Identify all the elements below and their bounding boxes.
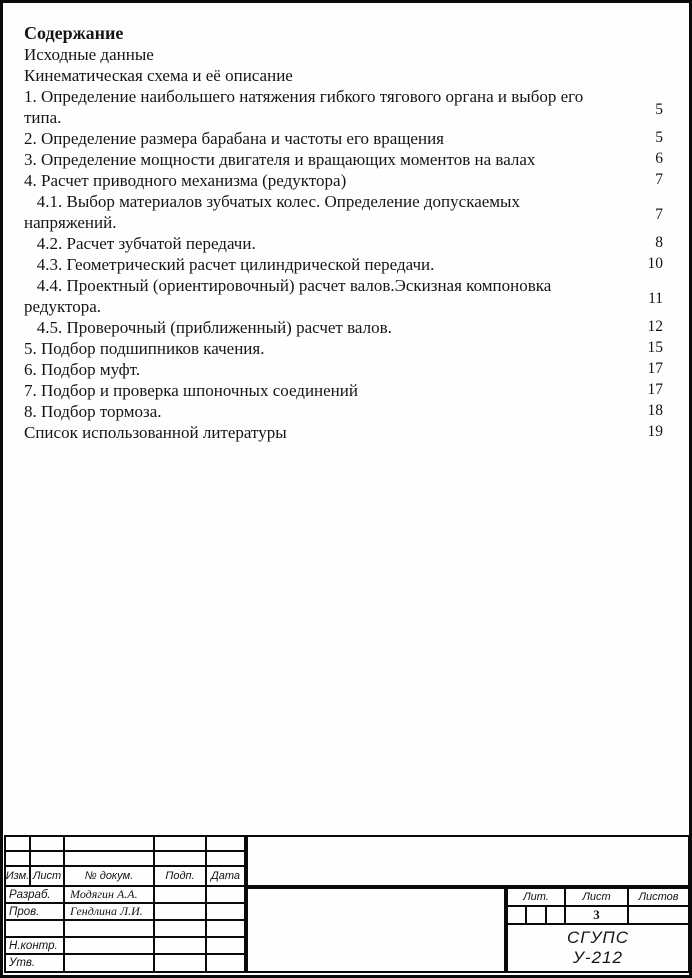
lit-header: Лит.	[508, 889, 564, 905]
signature-cell	[155, 955, 205, 971]
signature-cell	[155, 904, 205, 919]
toc-entry-line: 1. Определение наибольшего натяжения гибкого тягового органа и выбор его	[24, 87, 584, 106]
toc-entry	[3, 191, 689, 233]
sheet-info-grid	[506, 887, 690, 973]
table-of-contents	[3, 23, 689, 443]
toc-page-number: 11	[648, 290, 663, 307]
lit-cell	[527, 907, 544, 923]
revision-cell	[31, 852, 63, 865]
toc-entry	[3, 401, 689, 422]
name-empty	[65, 921, 153, 936]
toc-page-number: 6	[655, 150, 663, 167]
toc-page-number: 15	[647, 339, 663, 356]
toc-page-number: 5	[655, 129, 663, 146]
revision-cell	[155, 852, 205, 865]
toc-entry-line: 2. Определение размера барабана и частоты его вращения	[24, 129, 444, 148]
role-prov: Пров.	[6, 904, 63, 919]
toc-entry-line: 7. Подбор и проверка шпоночных соединений	[24, 381, 358, 400]
signature-cell	[155, 887, 205, 902]
toc-entry-line: Список использованной литературы	[24, 423, 287, 442]
toc-entry-line: 4. Расчет приводного механизма (редуктора)	[24, 171, 347, 190]
sheets-total-cell	[629, 907, 688, 923]
date-cell	[207, 921, 244, 936]
toc-page-number: 8	[655, 234, 663, 251]
revision-cell	[207, 852, 244, 865]
role-utv: Утв.	[6, 955, 63, 971]
organization-cell	[508, 925, 688, 971]
revision-cell	[155, 837, 205, 850]
toc-page-number: 19	[647, 423, 663, 440]
role-nkontr: Н.контр.	[6, 938, 63, 953]
lit-cell	[547, 907, 564, 923]
toc-entry	[3, 275, 689, 317]
toc-entry-line: 4.4. Проектный (ориентировочный) расчет валов.Эскизная компоновка	[24, 276, 552, 295]
toc-page-number: 17	[647, 381, 663, 398]
toc-page-number: 12	[647, 318, 663, 335]
revision-cell	[65, 852, 153, 865]
toc-entry	[3, 65, 689, 86]
col-header-dokum: № докум.	[65, 867, 153, 885]
title-block-left-table	[4, 835, 246, 973]
document-name-box	[246, 887, 506, 973]
col-header-data: Дата	[207, 867, 244, 885]
sheet-header: Лист	[566, 889, 627, 905]
toc-entry	[3, 86, 689, 128]
organization-name: СГУПС	[567, 928, 629, 947]
toc-page-number: 18	[647, 402, 663, 419]
toc-entry-line: 8. Подбор тормоза.	[24, 402, 162, 421]
role-empty	[6, 921, 63, 936]
toc-entry-line: 4.2. Расчет зубчатой передачи.	[24, 234, 256, 253]
lit-cell	[508, 907, 525, 923]
revision-cell	[6, 837, 29, 850]
sheets-header: Листов	[629, 889, 688, 905]
group-code: У-212	[573, 948, 623, 967]
toc-entry-line: 4.3. Геометрический расчет цилиндрической передачи.	[24, 255, 435, 274]
name-nkontr	[65, 938, 153, 953]
toc-entry	[3, 422, 689, 443]
title-block	[4, 835, 688, 974]
toc-entry-line: 3. Определение мощности двигателя и вращающих моментов на валах	[24, 150, 536, 169]
toc-entry	[3, 233, 689, 254]
revision-cell	[31, 837, 63, 850]
document-designation-box	[246, 835, 690, 887]
toc-entry	[3, 149, 689, 170]
date-cell	[207, 938, 244, 953]
signature-cell	[155, 938, 205, 953]
col-header-list: Лист	[31, 867, 63, 885]
sheet-number: 3	[566, 907, 627, 923]
name-utv	[65, 955, 153, 971]
signature-cell	[155, 921, 205, 936]
toc-entry-line: Исходные данные	[24, 45, 154, 64]
toc-entry-line: напряжений.	[24, 213, 117, 232]
toc-page-number: 17	[647, 360, 663, 377]
page-title: Содержание	[24, 23, 124, 43]
name-razrab: Модягин А.А.	[65, 887, 153, 902]
toc-entry	[3, 128, 689, 149]
toc-entry	[3, 317, 689, 338]
col-header-izm: Изм.	[6, 867, 29, 885]
toc-page-number: 7	[655, 206, 663, 223]
name-prov: Гендлина Л.И.	[65, 904, 153, 919]
toc-entry	[3, 359, 689, 380]
toc-entry	[3, 380, 689, 401]
date-cell	[207, 955, 244, 971]
toc-entry-line: 4.1. Выбор материалов зубчатых колес. Определение допускаемых	[24, 192, 520, 211]
col-header-podp: Подп.	[155, 867, 205, 885]
toc-entry-line: 5. Подбор подшипников качения.	[24, 339, 265, 358]
revision-cell	[207, 837, 244, 850]
toc-entry	[3, 254, 689, 275]
toc-entry-list	[3, 44, 689, 443]
toc-entry-line: типа.	[24, 108, 62, 127]
revision-cell	[65, 837, 153, 850]
date-cell	[207, 887, 244, 902]
toc-page-number: 10	[647, 255, 663, 272]
toc-page-number: 7	[655, 171, 663, 188]
revision-cell	[6, 852, 29, 865]
date-cell	[207, 904, 244, 919]
toc-entry	[3, 338, 689, 359]
toc-entry-line: 4.5. Проверочный (приближенный) расчет валов.	[24, 318, 392, 337]
toc-entry	[3, 170, 689, 191]
toc-entry-line: редуктора.	[24, 297, 102, 316]
toc-entry-line: Кинематическая схема и её описание	[24, 66, 293, 85]
toc-entry-line: 6. Подбор муфт.	[24, 360, 141, 379]
role-razrab: Разраб.	[6, 887, 63, 902]
lit-cells	[508, 907, 564, 923]
toc-entry	[3, 44, 689, 65]
toc-page-number: 5	[655, 101, 663, 118]
